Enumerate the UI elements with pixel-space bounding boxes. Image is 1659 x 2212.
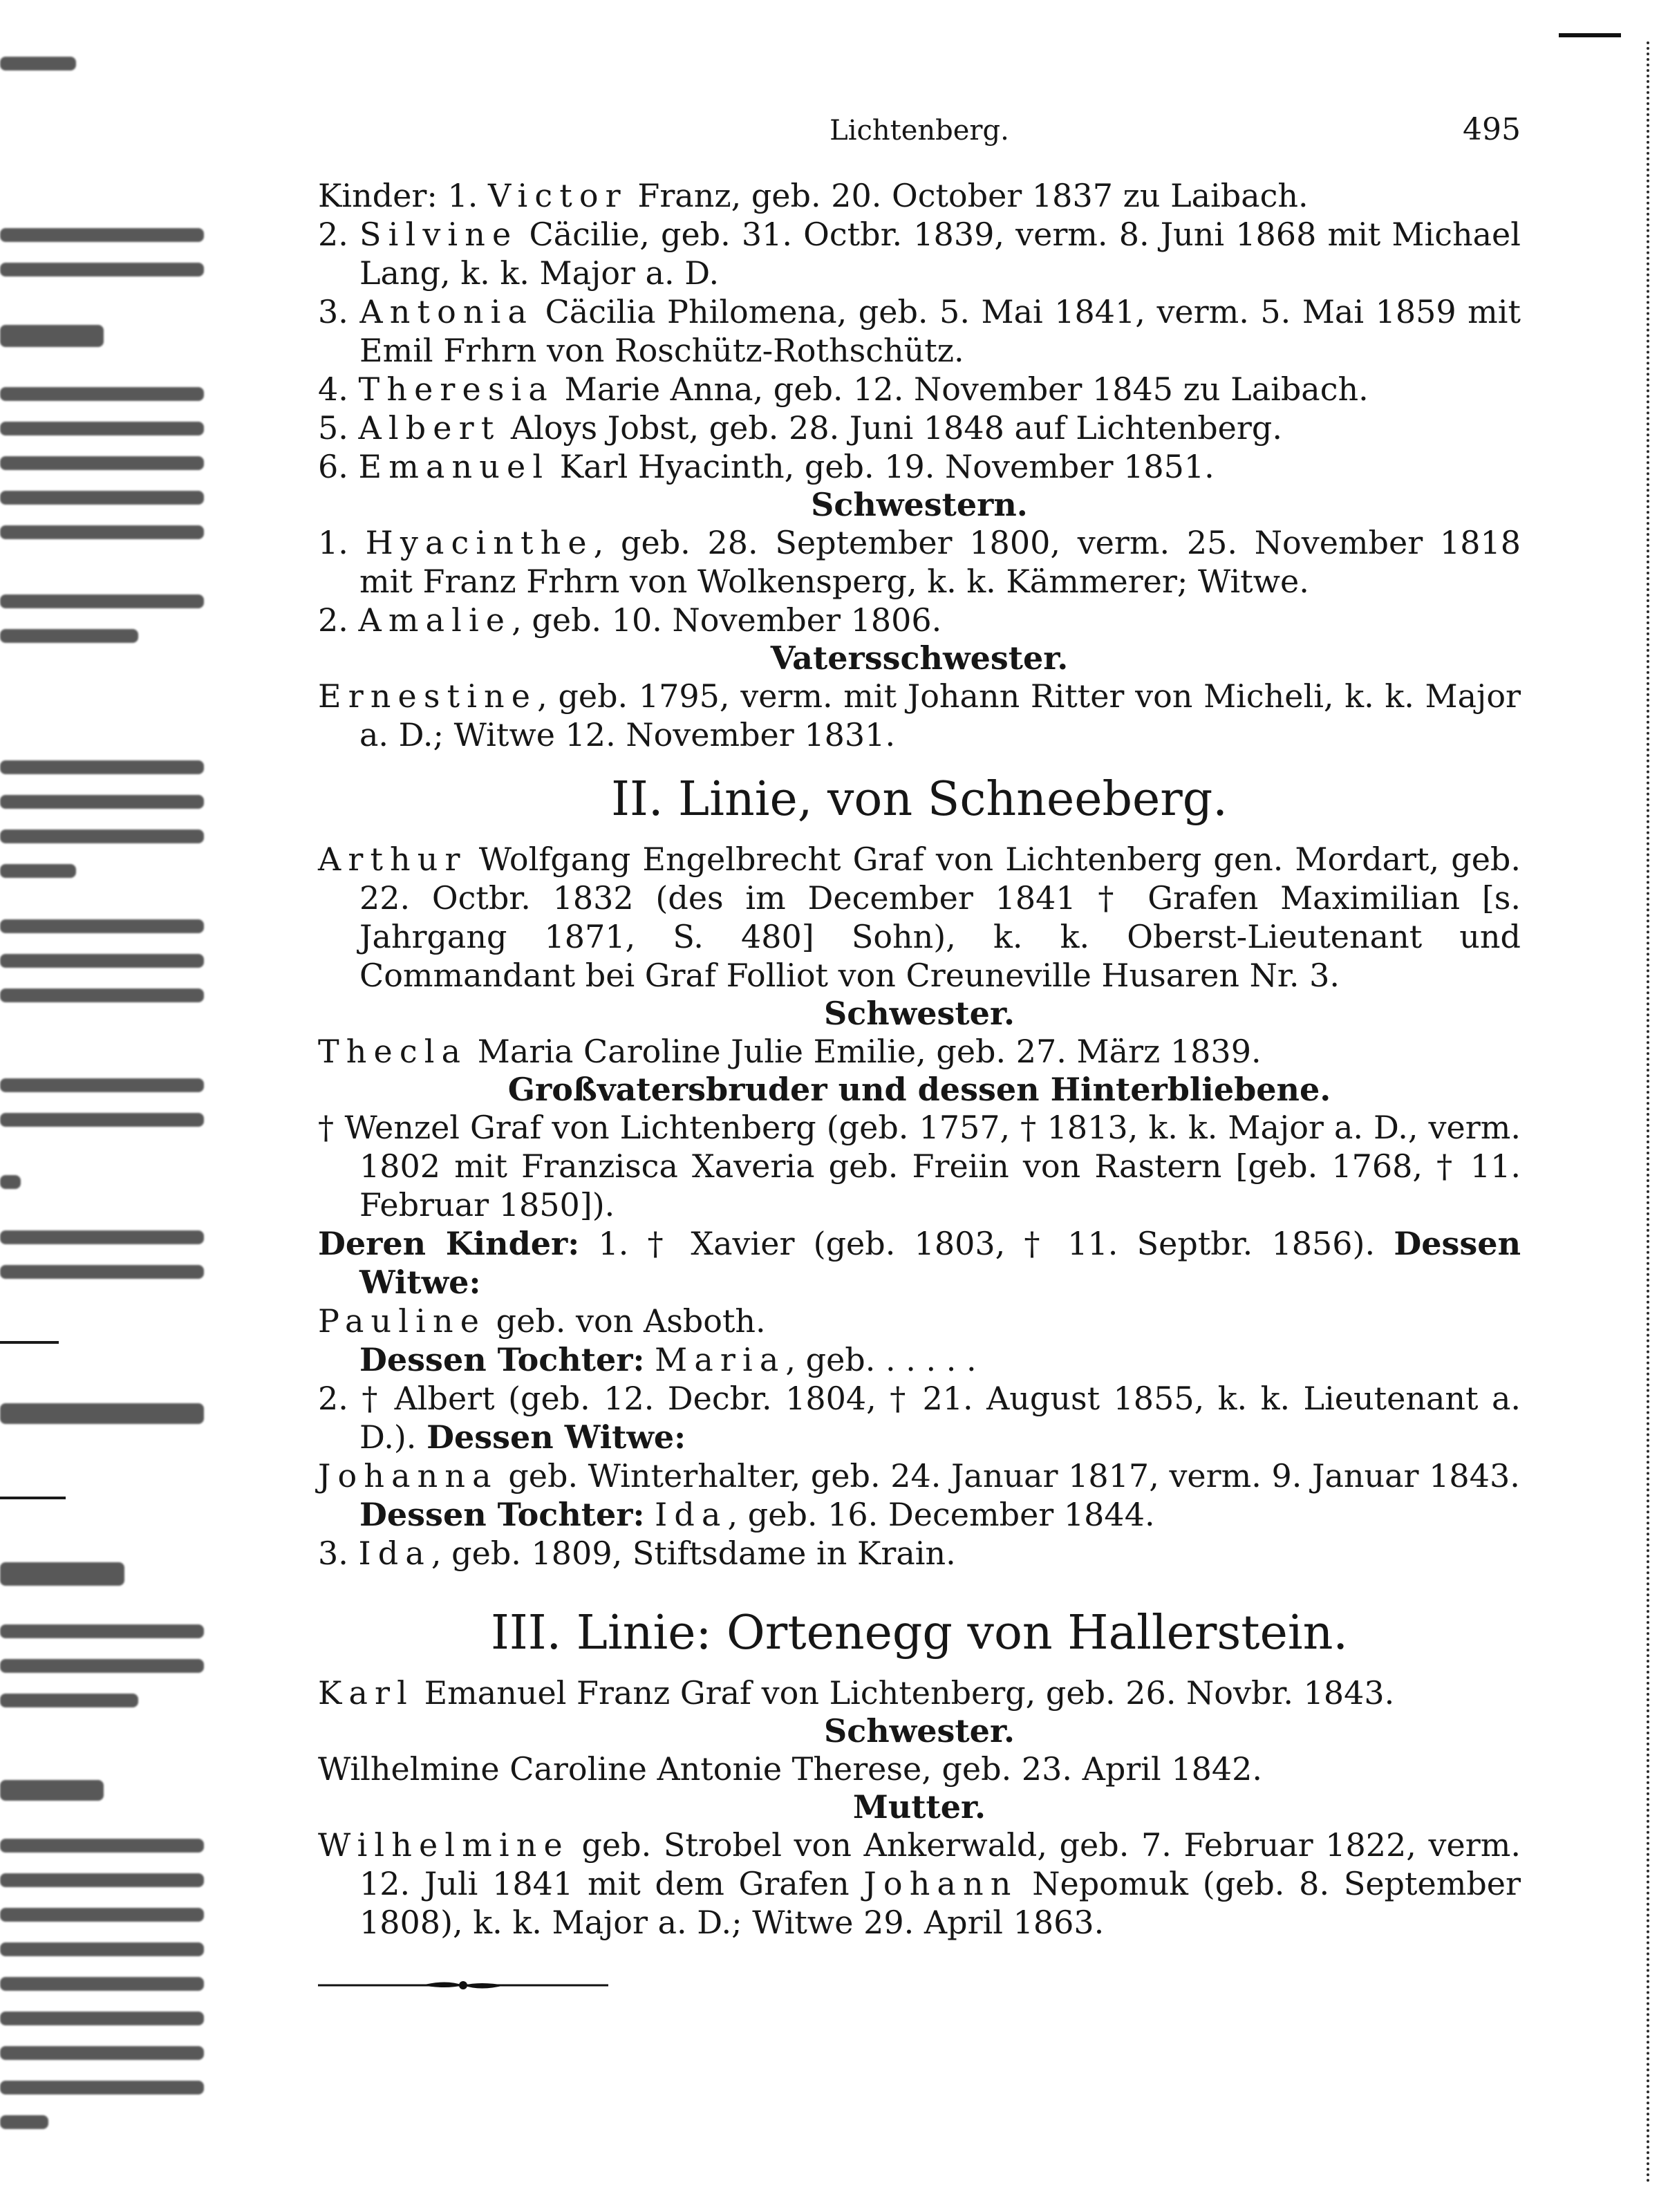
genealogy-entry (318, 1379, 1521, 1456)
name-spaced: Ernestine (318, 677, 538, 715)
entry-text: , geb. 10. November 1806. (512, 601, 942, 639)
genealogy-entry (318, 1224, 1521, 1302)
genealogy-entry (318, 677, 1521, 754)
name-spaced: Emanuel (358, 448, 550, 485)
line-heading: II. Linie, von Schneeberg. (611, 772, 1228, 827)
entry-text: Kinder: 1. (318, 177, 488, 214)
entry-text: , geb. 1795, verm. mit Johann Ritter von Micheli, k. k. Major a. D.; Witwe 12. November 1831. (359, 677, 1521, 753)
entry-text: Wolfgang Engelbrecht Graf von Lichtenberg gen. Mordart, geb. 22. Octbr. 1832 (des im December 1841 † Grafen Maximilian [s. Jahrgang 1871, S. 480] Sohn), k. k. Oberst-Lieutenant und Commandant bei Graf Folliot von Creuneville Husaren Nr. 3. (359, 841, 1521, 994)
name-spaced: Amalie (358, 601, 512, 639)
genealogy-entry (318, 215, 1521, 292)
genealogy-entry (318, 447, 1521, 486)
page-body (318, 176, 1521, 1998)
genealogy-entry (318, 1534, 1521, 1573)
section-subheading: Großvatersbruder und dessen Hinterbliebene. (507, 1071, 1331, 1108)
genealogy-entry (318, 1750, 1521, 1788)
name-spaced: Maria (655, 1341, 786, 1378)
name-spaced: Albert (358, 409, 501, 447)
name-spaced: Wilhelmine (318, 1826, 570, 1864)
entry-text: 3. (318, 293, 360, 330)
entry-text: 1. (318, 524, 366, 561)
line-heading: III. Linie: Ortenegg von Hallerstein. (490, 1606, 1349, 1660)
entry-text: Maria Caroline Julie Emilie, geb. 27. März 1839. (467, 1033, 1262, 1070)
name-spaced: Theresia (358, 371, 554, 408)
entry-text: Emanuel Franz Graf von Lichtenberg, geb. 26. Novbr. 1843. (413, 1674, 1395, 1712)
entry-text: 2. (318, 601, 359, 639)
entry-text: , geb. 1809, Stiftsdame in Krain. (431, 1535, 956, 1572)
entry-text: Cäcilie, geb. 31. Octbr. 1839, verm. 8. Juni 1868 mit Michael Lang, k. k. Major a. D. (359, 216, 1521, 292)
name-spaced: Hyacinthe (365, 524, 594, 561)
page-header (318, 112, 1521, 153)
genealogy-entry (318, 1032, 1521, 1071)
genealogy-entry (318, 601, 1521, 639)
entry-label: Dessen Tochter: (359, 1496, 645, 1533)
name-spaced: Victor (488, 177, 628, 214)
genealogy-entry (318, 1674, 1521, 1712)
entry-label: Dessen Witwe: (427, 1418, 686, 1456)
entry-text: Nepomuk (geb. 8. September 1808), k. k. Major a. D.; Witwe 29. April 1863. (359, 1865, 1521, 1941)
entry-text: 4. (318, 371, 359, 408)
entry-text: 2. (318, 216, 360, 253)
genealogy-entry (318, 1340, 1521, 1379)
entry-text: 5. (318, 409, 359, 447)
name-spaced: Arthur (318, 841, 467, 878)
entry-text: † Wenzel Graf von Lichtenberg (geb. 1757, † 1813, k. k. Major a. D., verm. 1802 mit Franzisca Xaveria geb. Freiin von Rastern [geb. 1768, † 11. Februar 1850]). (318, 1109, 1521, 1224)
entry-text (645, 1496, 655, 1533)
section-subheading: Schwester. (824, 1712, 1015, 1750)
genealogy-entry (318, 1456, 1521, 1495)
genealogy-entry (318, 292, 1521, 370)
entry-text: Franz, geb. 20. October 1837 zu Laibach. (627, 177, 1309, 214)
section-subheading: Schwester. (824, 995, 1015, 1032)
running-title: Lichtenberg. (830, 115, 1009, 147)
section-subheading: Vatersschwester. (770, 639, 1069, 677)
entry-text: , geb. 28. September 1800, verm. 25. November 1818 mit Franz Frhrn von Wolkensperg, k. k. Kämmerer; Witwe. (359, 524, 1521, 600)
genealogy-entry (318, 523, 1521, 601)
genealogy-entry (318, 1302, 1521, 1340)
entry-text: 6. (318, 448, 359, 485)
genealogy-entry (318, 1108, 1521, 1224)
name-spaced: Johanna (318, 1457, 498, 1494)
name-spaced: Johann (863, 1865, 1018, 1902)
closing-ornament (318, 1975, 608, 1996)
name-spaced: Antonia (359, 293, 534, 330)
entry-text: 3. (318, 1535, 359, 1572)
page-number: 495 (1463, 112, 1521, 147)
entry-text: Karl Hyacinth, geb. 19. November 1851. (550, 448, 1215, 485)
entry-text: geb. von Asboth. (486, 1302, 766, 1340)
name-spaced: Pauline (318, 1302, 487, 1340)
entry-text: geb. Strobel von Ankerwald, geb. 7. Februar 1822, verm. 12. Juli 1841 mit dem Grafen (359, 1826, 1521, 1902)
facing-page-bleedthrough (0, 0, 207, 2212)
genealogy-entry (318, 176, 1521, 215)
genealogy-entry (318, 409, 1521, 447)
name-spaced: Silvine (359, 216, 518, 253)
entry-text: Cäcilia Philomena, geb. 5. Mai 1841, verm. 5. Mai 1859 mit Emil Frhrn von Roschütz-Rothschütz. (359, 293, 1521, 369)
entry-label: Deren Kinder: (318, 1225, 580, 1262)
entry-label: Dessen Tochter: (359, 1341, 645, 1378)
name-spaced: Ida (358, 1535, 431, 1572)
genealogy-entry (318, 1495, 1521, 1534)
entry-text: , geb. . . . . . (785, 1341, 977, 1378)
entry-text: Marie Anna, geb. 12. November 1845 zu Laibach. (554, 371, 1369, 408)
genealogy-entry (318, 1826, 1521, 1942)
entry-text: geb. Winterhalter, geb. 24. Januar 1817, verm. 9. Januar 1843. (498, 1457, 1520, 1494)
section-subheading: Schwestern. (811, 486, 1028, 523)
entry-text: 1. † Xavier (geb. 1803, † 11. Septbr. 1856). (579, 1225, 1394, 1262)
scan-mark (1559, 33, 1621, 37)
entry-label: Dessen Witwe: (359, 1225, 1521, 1301)
section-subheading: Mutter. (852, 1788, 986, 1826)
genealogy-entry (318, 370, 1521, 409)
entry-text: , geb. 16. December 1844. (727, 1496, 1155, 1533)
page-edge (1647, 41, 1649, 2184)
entry-text: Wilhelmine Caroline Antonie Therese, geb. 23. April 1842. (318, 1750, 1263, 1788)
name-spaced: Karl (318, 1674, 414, 1712)
entry-text: Aloys Jobst, geb. 28. Juni 1848 auf Lichtenberg. (500, 409, 1282, 447)
genealogy-entry (318, 840, 1521, 995)
entry-text (645, 1341, 655, 1378)
entry-text: 2. † Albert (geb. 12. Decbr. 1804, † 21. August 1855, k. k. Lieutenant a. D.). (318, 1380, 1521, 1456)
name-spaced: Ida (655, 1496, 728, 1533)
name-spaced: Thecla (318, 1033, 468, 1070)
